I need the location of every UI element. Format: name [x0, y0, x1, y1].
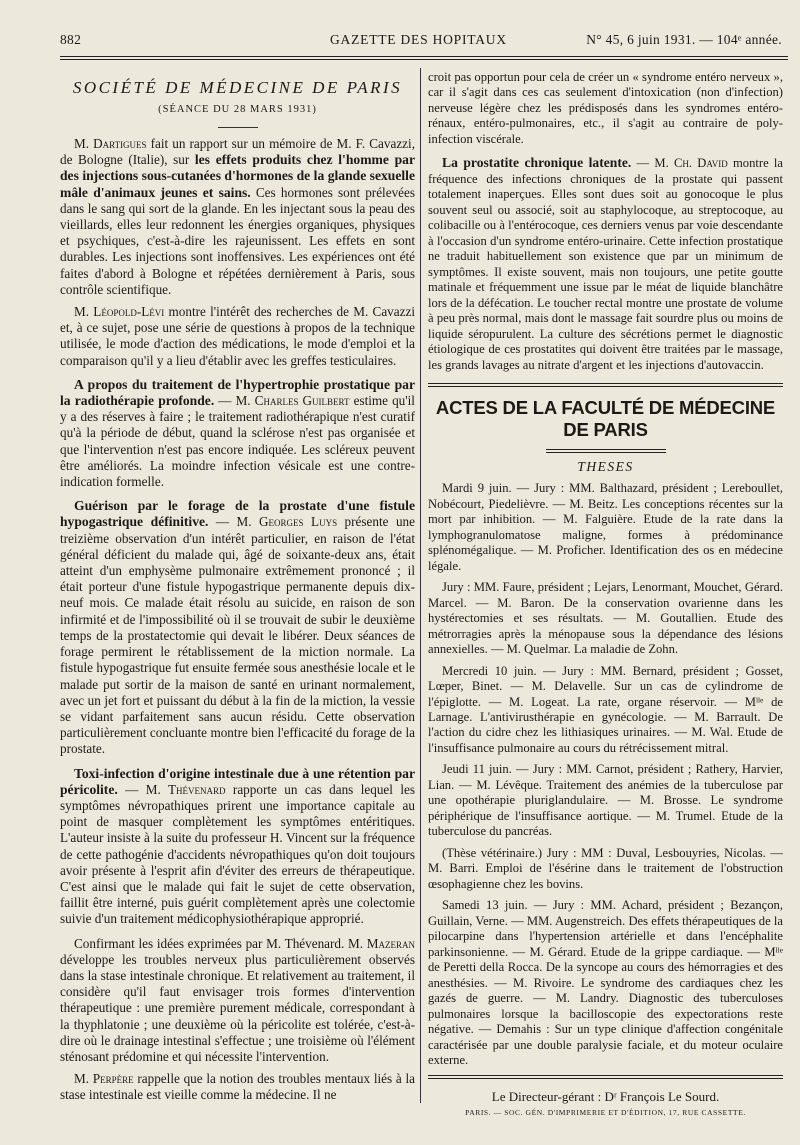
seance-date: (SÉANCE DU 28 MARS 1931) — [158, 104, 317, 115]
author-name: M. Léopold-Lévi — [74, 304, 165, 320]
column-divider — [420, 68, 421, 1103]
theses-veterinaire: (Thèse vétérinaire.) Jury : MM : Duval, Lesbouyries, Nicolas. — M. Barri. Emploi de l'ésérine dans le traitement de l'obstruction œsophagienne chez les bovins. — [428, 845, 783, 891]
article-text: Confirmant les idées exprimées par M. Thévenard. — [74, 935, 349, 951]
author-name: — M. Thévenard — [117, 781, 226, 797]
theses-jeudi: Jeudi 11 juin. — Jury : MM. Carnot, président ; Rathery, Harvier, Lian. — M. Lévêque. Traitement des anémies de la tuberculose par une opothérapie pluriglandulaire. — M. Brosse. Le syndrome périphérique de l'insuffisance aortique. — M. Trumel. Etude de la tuberculose du pancréas. — [428, 762, 783, 839]
author-name: M. Mazeran — [348, 935, 415, 951]
article-text: présente une treizième observation d'un intérêt particulier, en raison de l'état général déficient du malade qui, âgé de soixante-deux ans, était atteint d'un emphysème pulmonaire extrêmement prononcé ; il était porteur d'une fistule hypogastrique permanente depuis dix-neuf mois. Ce malade était résolu au suicide, en raison de son infirmité et de l'impossibilité où il se trouvait de subir le deuxième temps de la prostatectomie qui devait le libérer. Deux séances de forage permirent le rétablissement de la miction normale. La fistule hypogastrique fut ensuite fermée sous anesthésie locale et le malade put sortir de la maison de santé en urinant normalement, avec un jet fort et puissant du début à la fin de la miction, la vessie se vidant parfaitement sans aucun résidu. Cette observation particulièrement concluante montre bien l'efficacité du forage de la prostate. — [60, 514, 415, 757]
page-header — [60, 28, 788, 50]
footer-divider — [428, 1075, 783, 1079]
author-name: M. Dartigues — [74, 136, 147, 151]
article-perpere-continued: croit pas opportun pour cela de créer un « syndrome entéro nerveux », car il s'agit dans ces cas seulement d'intoxication (non d'infection) nerveuse légère chez les prédisposés dans les syndromes entéro-rénaux, entéro-pulmonaires, etc., il s'agit au contraire de poly-infection viscérale. — [428, 70, 783, 146]
theses-samedi: Samedi 13 juin. — Jury : MM. Achard, président ; Bezançon, Guillain, Verne. — MM. Augenstreich. Des effets thérapeutiques de la pilocarpine dans l'hypertension artérielle et dans l'encéphalite parkinsonienne. — M. Gérard. Etude de la grippe cardiaque. — Mˡˡᵉ de Peretti della Rocca. De la syncope au cours des hémorragies et des anesthésies. — M. Rivoire. Le syndrome des cardiaques chez les gazés de guerre. — M. Landry. Diagnostic des tuberculoses pulmonaires lorsque la bacilloscopie des expectorations reste négative. — Demahis : Sur un type clinique d'affection congénitale caractérisée par une double paralysie faciale, et du moteur oculaire externe. — [428, 898, 783, 1068]
right-column — [428, 70, 783, 1117]
article-heading: La prostatite chronique latente. — [442, 155, 632, 171]
left-column — [60, 70, 415, 1110]
header-rule — [60, 56, 788, 57]
theses-mardi-jury2: Jury : MM. Faure, président ; Lejars, Lenormant, Mouchet, Gérard. Marcel. — M. Baron. De la conservation ovarienne dans les hystérectomies et ses résultats. — M. Goutallien. Etude des métrorragies après la ménopause sous la dépendance des lésions annexielles. — M. Quelmar. La maladie de Zohn. — [428, 580, 783, 657]
header-rule-2 — [60, 59, 788, 60]
article-text: montre l'intérêt des recherches de M. Cavazzi et, à ce sujet, pose une série de questions à propos de la technique utilisée, le mode d'action des médications, le mode d'emploi et la comparaison qu'il y a lieu d'établir avec les greffes testiculaires. — [60, 304, 415, 368]
article-text: Ces hormones sont prélevées dans le sang qui sort de la glande. En les injectant sous la peau des vieillards, elles leur redonnent les énergies organiques, physiques et psychiques, c'est-à-dire les rajeunissent. Les effets en sont durables. Les injections sont inoffensives. Les expériences ont été faites d'abord à Bologne et répétées dernièrement à Paris, sous contrôle scientifique. — [60, 184, 415, 297]
section-divider — [428, 383, 783, 387]
article-text: estime qu'il y a des réserves à faire ; le traitement radiothérapique n'est curatif qu'à la période de début, quand la sclérose n'est pas organisée et que l'intervention n'est pas encore indiquée. Les scléreux peuvent être améliorés. La moindre infection vésicale est une contre-indication formelle. — [60, 393, 415, 490]
directeur-gerant-signature: Le Directeur-gérant : Dʳ François Le Sourd. — [491, 1088, 720, 1104]
journal-title: GAZETTE DES HOPITAUX — [330, 32, 507, 47]
article-david — [428, 155, 783, 373]
author-name: M. Perpère — [74, 1071, 134, 1087]
article-text: rappelle que la notion des troubles mentaux liés à la stase intestinale est vieille comme la médecine. Il ne — [60, 1071, 415, 1103]
article-text: développe les troubles nerveux plus particulièrement observés dans la stase intestinale chronique. Et relativement au traitement, il considère qu'il faut envisager trois formes d'intervention thérapeutique : une première purement médicale, correspondant à la thyphlatonie ; une deuxième où la péricolite est tolérée, c'est-à-dire où le drainage intestinal s'effectue ; une troisième où l'élément sténosant prédomine et qui nécessite l'intervention. — [60, 951, 415, 1064]
section-title-faculte: ACTES DE LA FACULTÉ DE MÉDECINE DE PARIS — [435, 397, 776, 441]
article-text: rapporte un cas dans lequel les symptômes névropathiques prirent une importance capitale au point de masquer complètement les symptômes entéritiques. L'auteur insiste à la suite du professeur H. Vincent sur la fréquence de cette pathogénie d'accidents névropathiques qu'on doit toujours avoir présente à l'esprit afin d'éviter des erreurs de thérapeutique. C'est ainsi que le malade qui fait le sujet de cette observation, faillit être interné, puis guérit complètement après une colectomie suivie d'un traitement médicophysiothérapique approprié. — [60, 781, 415, 927]
printer-line: PARIS. — SOC. GÉN. D'IMPRIMERIE ET D'ÉDITION, 17, RUE CASSETTE. — [465, 1107, 746, 1117]
author-name: — M. Charles Guilbert — [214, 393, 350, 409]
section-title-societe: SOCIÉTÉ DE MÉDECINE DE PARIS — [72, 78, 403, 97]
theses-mercredi: Mercredi 10 juin. — Jury : MM. Bernard, président ; Gosset, Lœper, Binet. — M. Delavelle. Sur un cas de cylindrome de l'épiglotte. — M. Logeat. La rate, organe réservoir. — Mˡˡᵉ de Larnage. L'antivirusthérapie en gynécologie. — M. Barrault. De l'action du cidre chez les lithiasiques urinaires. — M. Wal. Etude de l'insuffisance pulmonaire au cours du rétrécissement mitral. — [428, 663, 783, 755]
issue-date: N° 45, 6 juin 1931. — 104ᵉ année. — [586, 32, 782, 47]
article-text: fait un rapport sur un mémoire de M. F. Cavazzi, de Bologne (Italie), sur — [60, 136, 415, 168]
article-guilbert — [60, 377, 415, 490]
article-text: montre la fréquence des infections chroniques de la prostate qui passent totalement inaperçues. Elles sont dues soit au gonocoque le plus souvent seul ou associé, soit au staphylocoque, au streptocoque, au colibacille ou à l'entérocoque, ces derniers venus par voie descendante à l'occasion d'un syndrome entéro-urinaire. Cette infection prostatique ne traduit habituellement son existence que par un minimum de symptômes. Il existe souvent, mais non toujours, une petite goutte matinale et fréquemment une issue par le méat de liquide blanchâtre lors de la défécation. Le toucher rectal montre une prostate de volume à peu près normal, mais dont le massage fait sourdre plus ou moins de liquide séropurulent. La culture des sécrétions permet le diagnostic étiologique de ces prostatites qui doivent être traitées par le massage, les grands lavages au nitrate d'argent et les injections d'autovaccin. — [428, 156, 783, 372]
page-number: 882 — [60, 32, 82, 47]
theses-heading: THESES — [577, 459, 634, 475]
article-luys — [60, 498, 415, 757]
article-leopold-levi — [60, 304, 415, 369]
short-divider — [218, 127, 258, 128]
article-perpere — [60, 1071, 415, 1103]
author-name: — M. Ch. David — [631, 156, 728, 171]
theses-mardi: Mardi 9 juin. — Jury : MM. Balthazard, président ; Lereboullet, Nobécourt, Piedelièvre. — M. Beitz. Les conceptions récentes sur la mort par inhibition. — M. Falguière. Etude de la rate dans la lymphogranulomatose maligne, formes à prédominance splénomégalique. — M. Proficher. Identification des os en médecine légale. — [428, 481, 783, 573]
article-dartigues — [60, 136, 415, 298]
title-underline — [546, 449, 666, 453]
article-heading: Toxi-infection d'origine intestinale due à une rétention par péricolite. — [60, 765, 415, 797]
article-heading: Guérison par le forage de la prostate d'une fistule hypogastrique définitive. — [60, 498, 415, 530]
author-name: — M. Georges Luys — [208, 514, 338, 530]
article-thevenard — [60, 766, 415, 928]
article-heading: les effets produits chez l'homme par des injections sous-cutanées d'hormones de la glande sexuelle mâle d'animaux jeunes et sains. — [60, 152, 415, 200]
article-heading: A propos du traitement de l'hypertrophie prostatique par la radiothérapie profonde. — [60, 376, 415, 409]
article-mazeran — [60, 936, 415, 1066]
